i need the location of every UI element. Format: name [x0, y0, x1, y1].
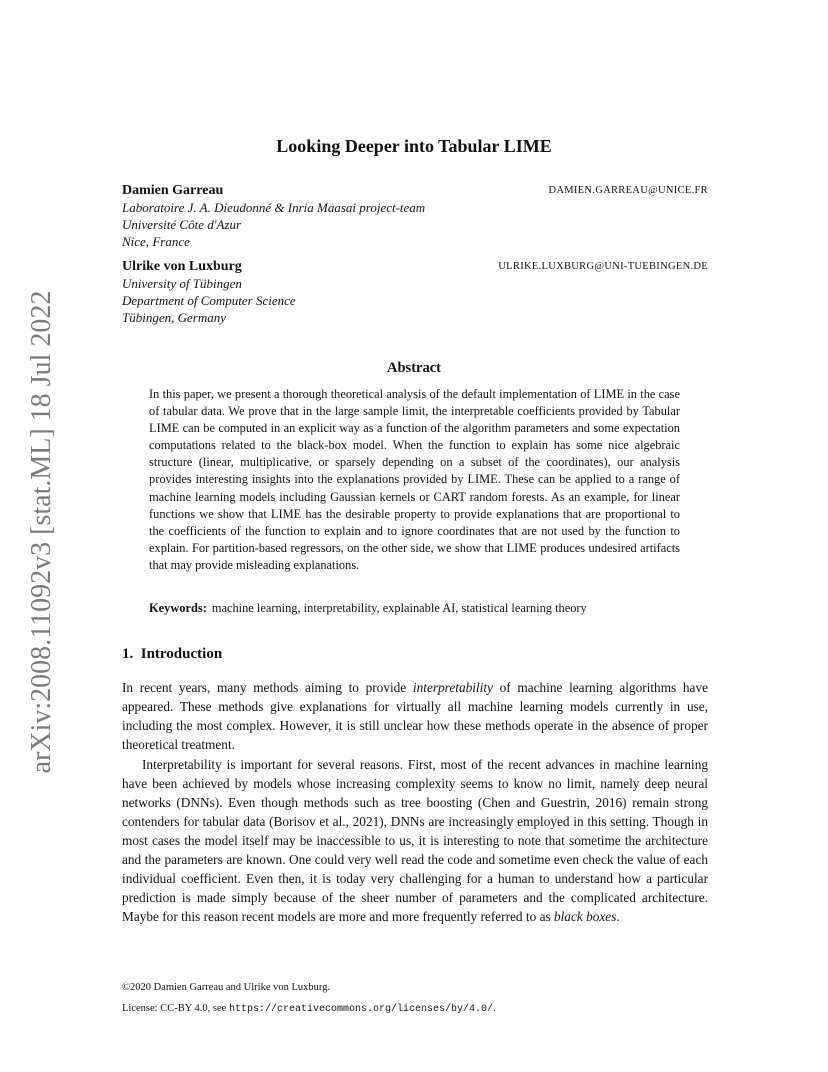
author-email[interactable]: DAMIEN.GARREAU@UNICE.FR	[548, 185, 708, 196]
keywords-text: machine learning, interpretability, explainable AI, statistical learning theory	[211, 601, 587, 615]
body-text	[122, 678, 708, 926]
paragraph: Interpretability is important for several reasons. First, most of the recent advances in machine learning have been achieved by models whose increasing complexity seems to know no limit, namely deep neural networks (DNNs). Even though methods such as tree boosting (Chen and Guestrin, 2016) remain strong contenders for tabular data (Borisov et al., 2021), DNNs are increasingly employed in this setting. Though in most cases the model itself may be inaccessible to us, it is interesting to note that sometime the architecture and the parameters are known. One could very well read the code and sometime even check the value of each individual coefficient. Even then, it is today very challenging for a human to understand how a particular prediction is made simply because of the sheer number of parameters and the complicated architecture. Maybe for this reason recent models are more and more frequently referred to as black boxes.	[122, 757, 708, 924]
license-link[interactable]: https://creativecommons.org/licenses/by/4.0/	[228, 1004, 493, 1015]
author-name: Ulrike von Luxburg	[122, 259, 242, 274]
affiliation-line: Université Côte d'Azur	[122, 217, 242, 232]
affiliation-line: Nice, France	[122, 234, 190, 249]
section-number: 1.	[122, 646, 134, 662]
abstract-heading: Abstract	[387, 360, 441, 376]
abstract-text: In this paper, we present a thorough theoretical analysis of the default implementation of LIME in the case of tabular data. We prove that in the large sample limit, the interpretable coefficients provided by Tabular LIME can be computed in an explicit way as a function of the algorithm parameters and some expectation computations related to the black-box model. When the function to explain has some nice algebraic structure (linear, multiplicative, or sparsely depending on a subset of the coordinates), our analysis provides interesting insights into the explanations provided by LIME. These can be applied to a range of machine learning models including Gaussian kernels or CART random forests. As an example, for linear functions we show that LIME has the desirable property to provide explanations that are proportional to the coefficients of the function to explain and to ignore coordinates that are not used by the function to explain. For partition-based regressors, on the other side, we show that LIME produces undesired artifacts that may provide misleading explanations.	[149, 387, 680, 572]
paragraph: In recent years, many methods aiming to provide interpretability of machine learning algorithms have appeared. These methods give explanations for virtually all machine learning models currently in use, including the most complex. However, it is still unclear how these methods operate in the absence of proper theoretical treatment.	[122, 680, 708, 752]
keywords-label: Keywords:	[149, 601, 207, 615]
affiliation-line: Tübingen, Germany	[122, 310, 226, 325]
emphasis: interpretability	[412, 680, 493, 695]
license-notice: License: CC-BY 4.0, see https://creativecommons.org/licenses/by/4.0/.	[122, 1003, 496, 1015]
affiliation-line: Laboratoire J. A. Dieudonné & Inria Maasai project-team	[122, 200, 426, 215]
emphasis: black boxes	[553, 909, 617, 924]
copyright-notice: ©2020 Damien Garreau and Ulrike von Luxburg.	[122, 982, 331, 993]
arxiv-identifier: arXiv:2008.11092v3 [stat.ML] 18 Jul 2022	[26, 290, 57, 774]
author-block-1	[122, 182, 708, 250]
paper-title: Looking Deeper into Tabular LIME	[276, 136, 552, 156]
author-email[interactable]: ULRIKE.LUXBURG@UNI-TUEBINGEN.DE	[498, 261, 708, 272]
affiliation-line: University of Tübingen	[122, 276, 242, 291]
section-heading	[122, 646, 222, 663]
affiliation-line: Department of Computer Science	[122, 293, 296, 308]
section-title: Introduction	[140, 646, 223, 662]
keywords-line	[149, 601, 689, 616]
author-name: Damien Garreau	[122, 183, 224, 198]
author-block-2	[122, 258, 708, 326]
